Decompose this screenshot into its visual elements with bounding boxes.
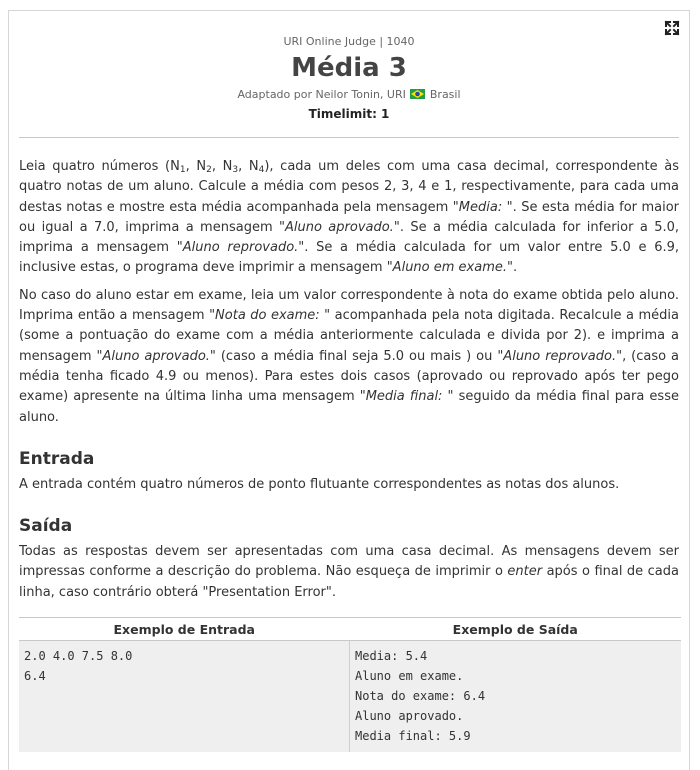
problem-description — [19, 157, 679, 428]
examples-table — [19, 617, 681, 752]
example-output-line: Aluno em exame. — [355, 669, 464, 684]
output-heading: Saída — [19, 516, 73, 537]
example-output-header: Exemplo de Saída — [350, 618, 682, 641]
example-output-line: Media: 5.4 — [355, 649, 428, 664]
problem-origin: URI Online Judge | 1040 — [283, 35, 415, 48]
description-paragraph-2: No caso do aluno estar em exame, leia um valor correspondente à nota do exame obtida pelo aluno. Imprima então a mensagem "Nota do exame: " acompanhada pela nota digitada. Recalcule a média (some a pontuação do exame com a média anteriormente calculada e divida por 2). e imprima a mensagem "Aluno aprovado." (caso a média final seja 5.0 ou mais ) ou "Aluno reprovado.", (caso a média tenha ficado 4.9 ou menos). Para estes dois casos (aprovado ou reprovado após ter pego exame) apresente na última linha uma mensagem "Media final: " seguido da média final para esse aluno. — [19, 287, 680, 425]
example-input-cell[interactable] — [19, 641, 350, 753]
output-description: Todas as respostas devem ser apresentadas com uma casa decimal. As mensagens devem ser impressas conforme a descrição do problema. Não esqueça de imprimir o enter após o final de cada linha, caso contrário obterá "Presentation Error". — [19, 544, 679, 600]
author-country: Brasil — [429, 88, 461, 101]
problem-header — [9, 11, 689, 122]
input-heading: Entrada — [19, 448, 95, 469]
example-output-line: Media final: 5.9 — [355, 729, 471, 744]
example-input-header: Exemplo de Entrada — [19, 618, 350, 641]
description-paragraph-1: Leia quatro números ($N_1$, $N_2$, $N_3$, $N_4$), cada um deles com uma casa decimal, correspondente às quatro notas de um aluno. Calcule a média com pesos 2, 3, 4 e 1, respectivamente, para cada uma destas notas e mostre esta média acompanhada pela mensagem "Media: ". Se esta média for maior ou igual a 7.0, imprima a mensagem "Aluno aprovado.". Se a média calculada for inferior a 5.0, imprima a mensagem "Aluno reprovado.". Se a média calculada for um valor entre 5.0 e 6.9, inclusive estas, o programa deve imprimir a mensagem "Aluno em exame.". — [19, 159, 680, 276]
example-input-line: 6.4 — [24, 669, 46, 684]
example-output-line: Aluno aprovado. — [355, 709, 464, 724]
problem-author — [9, 88, 689, 102]
problem-panel — [8, 10, 690, 770]
expand-icon[interactable] — [664, 20, 680, 36]
problem-content — [9, 157, 689, 752]
header-divider — [19, 137, 679, 138]
example-output-cell[interactable] — [350, 641, 682, 753]
example-input-line: 2.0 4.0 7.5 8.0 — [24, 649, 133, 664]
problem-title: Média 3 — [291, 53, 407, 83]
brazil-flag-icon — [410, 89, 425, 99]
input-description: A entrada contém quatro números de ponto flutuante correspondentes as notas dos alunos. — [19, 476, 620, 492]
example-output-line: Nota do exame: 6.4 — [355, 689, 486, 704]
author-text: Adaptado por Neilor Tonin, URI — [237, 88, 406, 101]
timelimit: Timelimit: 1 — [308, 107, 390, 121]
